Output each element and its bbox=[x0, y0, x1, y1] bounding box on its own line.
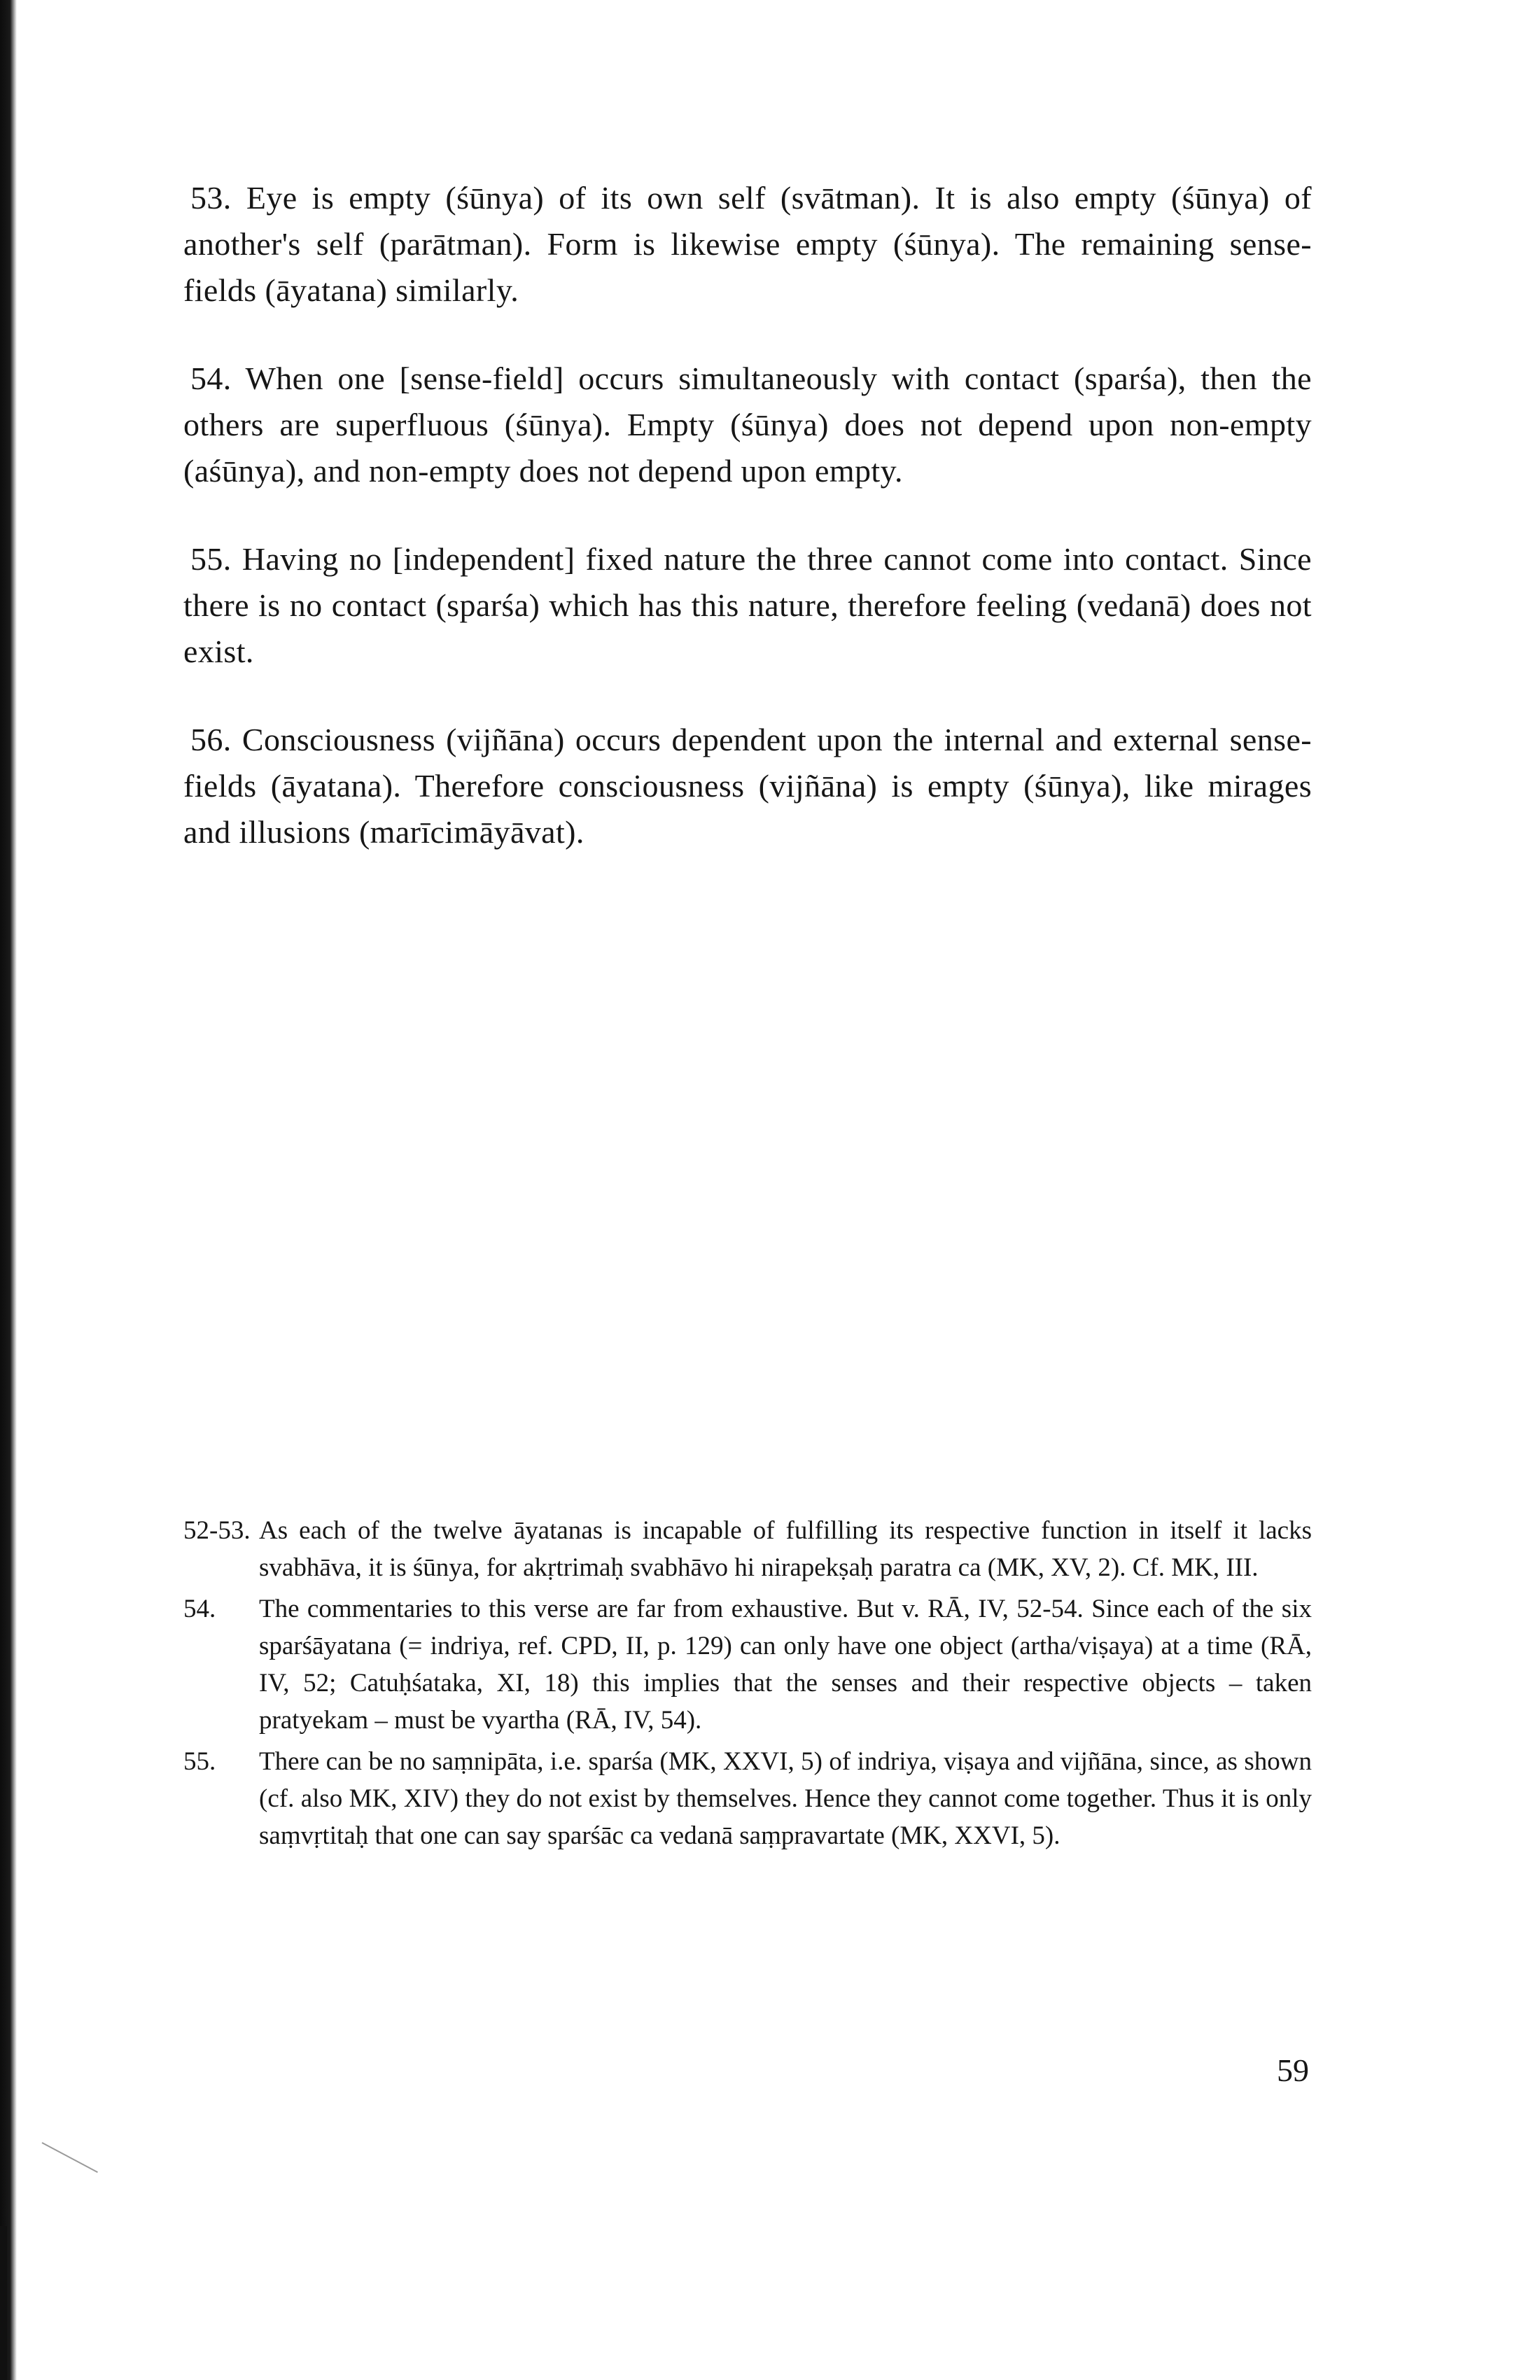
footnote-text: There can be no saṃnipāta, i.e. sparśa (MK, XXVI, 5) of indriya, viṣaya and vijñāna, since, as shown (cf. also MK, XIV) they do not exist by themselves. Hence they cannot come together. Thus it is only saṃvṛtitaḥ that one can say sparśāc ca vedanā saṃpravartate (MK, XXVI, 5). bbox=[259, 1747, 1312, 1850]
footnote-number: 52-53. bbox=[183, 1516, 251, 1545]
binding-shadow bbox=[0, 0, 17, 2380]
verse-text: Having no [independent] fixed nature the three cannot come into contact. Since there is no contact (sparśa) which has this nature, therefore feeling (vedanā) does not exist. bbox=[183, 541, 1312, 669]
verse-section bbox=[183, 175, 1312, 897]
page-number: 59 bbox=[1277, 2052, 1309, 2088]
footnote-54 bbox=[183, 1590, 1312, 1739]
footnote-number: 55. bbox=[183, 1747, 216, 1776]
verse-text: Consciousness (vijñāna) occurs dependent upon the internal and external sense-fields (āyatana). Therefore consciousness (vijñāna) is empty (śūnya), like mirages and illusions (marīcimāyāvat). bbox=[183, 722, 1312, 850]
verse-54 bbox=[183, 356, 1312, 494]
footnote-number: 54. bbox=[183, 1595, 216, 1623]
verse-number: 54. bbox=[190, 360, 232, 396]
footnote-52-53 bbox=[183, 1512, 1312, 1586]
footnote-55 bbox=[183, 1743, 1312, 1854]
verse-53 bbox=[183, 175, 1312, 314]
footnotes-section bbox=[183, 1512, 1312, 1858]
footnote-text: As each of the twelve āyatanas is incapable of fulfilling its respective function in itself it lacks svabhāva, it is śūnya, for akṛtrimaḥ svabhāvo hi nirapekṣaḥ paratra ca (MK, XV, 2). Cf. MK, III. bbox=[259, 1516, 1312, 1582]
scan-mark bbox=[42, 2142, 98, 2173]
verse-56 bbox=[183, 717, 1312, 855]
verse-number: 53. bbox=[190, 180, 232, 216]
verse-55 bbox=[183, 536, 1312, 675]
verse-text: When one [sense-field] occurs simultaneously with contact (sparśa), then the others are superfluous (śūnya). Empty (śūnya) does not depend upon non-empty (aśūnya), and non-empty does not depend upon empty. bbox=[183, 360, 1312, 489]
verse-number: 56. bbox=[190, 722, 232, 757]
footnote-text: The commentaries to this verse are far from exhaustive. But v. RĀ, IV, 52-54. Since each of the six sparśāyatana (= indriya, ref. CPD, II, p. 129) can only have one object (artha/viṣaya) at a time (RĀ, IV, 52; Catuḥśataka, XI, 18) this implies that the senses and their respective objects – taken pratyekam – must be vyartha (RĀ, IV, 54). bbox=[259, 1595, 1312, 1735]
verse-number: 55. bbox=[190, 541, 232, 577]
binding-shadow-lower bbox=[0, 2226, 7, 2380]
verse-text: Eye is empty (śūnya) of its own self (svātman). It is also empty (śūnya) of another's self (parātman). Form is likewise empty (śūnya). The remaining sense-fields (āyatana) similarly. bbox=[183, 180, 1312, 308]
